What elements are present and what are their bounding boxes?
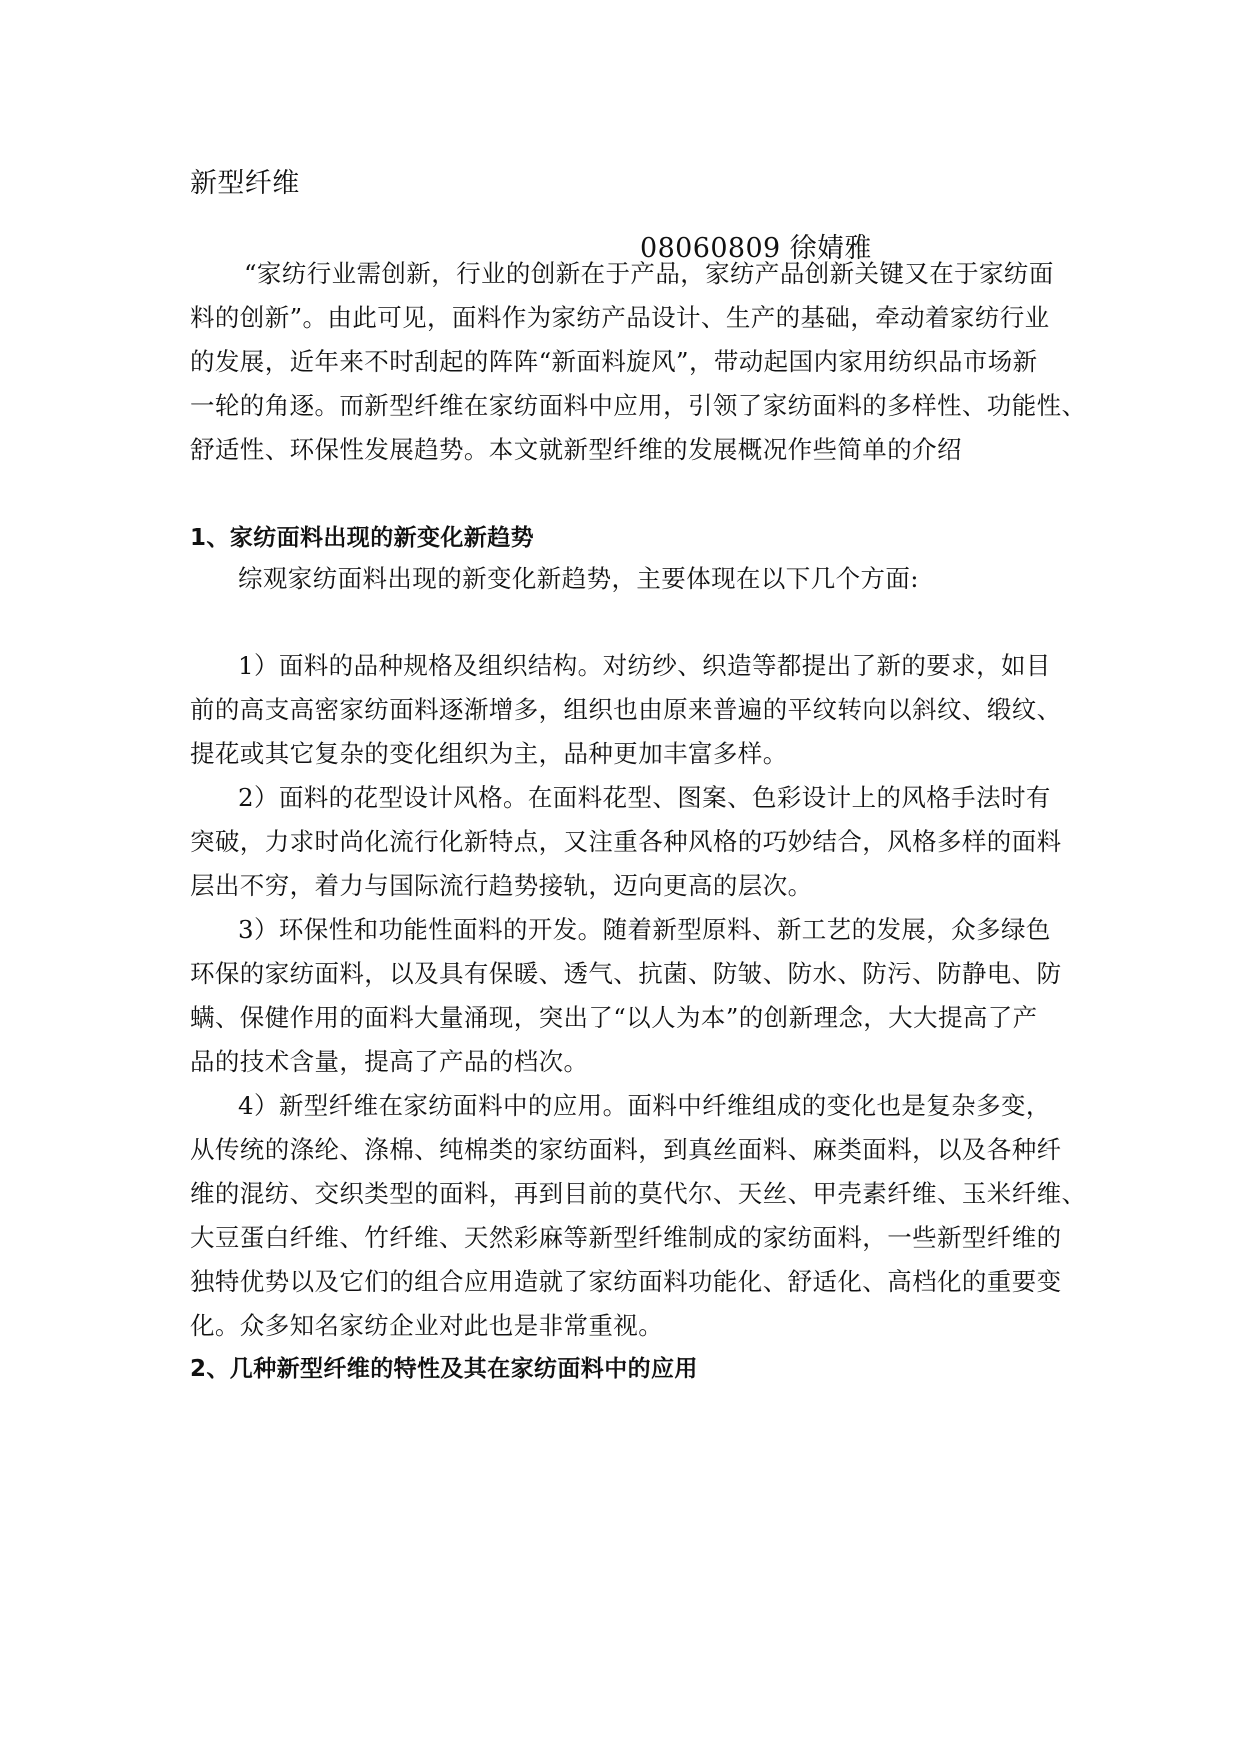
paragraph-3-line: 环保的家纺面料，以及具有保暖、透气、抗菌、防皱、防水、防污、防静电、防 [190,959,1062,988]
paragraph-4-line: 从传统的涤纶、涤棉、纯棉类的家纺面料，到真丝面料、麻类面料，以及各种纤 [190,1135,1062,1164]
section-2-heading: 2、几种新型纤维的特性及其在家纺面料中的应用 [190,1356,698,1382]
paragraph-1-line: 提花或其它复杂的变化组织为主，品种更加丰富多样。 [190,739,788,768]
paragraph-4-line: 4）新型纤维在家纺面料中的应用。面料中纤维组成的变化也是复杂多变， [238,1091,1051,1120]
paragraph-4-line: 维的混纺、交织类型的面料，再到目前的莫代尔、天丝、甲壳素纤维、玉米纤维、 [190,1179,1087,1208]
section-1-heading: 1、家纺面料出现的新变化新趋势 [190,525,535,551]
document-title: 新型纤维 [190,168,300,199]
paragraph-3-line: 品的技术含量，提高了产品的档次。 [190,1047,589,1076]
intro-line: “家纺行业需创新，行业的创新在于产品，家纺产品创新关键又在于家纺面 [244,259,1054,288]
paragraph-4-line: 化。众多知名家纺企业对此也是非常重视。 [190,1311,664,1340]
paragraph-2-line: 层出不穷，着力与国际流行趋势接轨，迈向更高的层次。 [190,871,813,900]
paragraph-1-line: 1）面料的品种规格及组织结构。对纺纱、织造等都提出了新的要求，如目 [238,651,1051,680]
paragraph-3-line: 3）环保性和功能性面料的开发。随着新型原料、新工艺的发展，众多绿色 [238,915,1051,944]
author-line: 08060809 徐婧雅 [640,233,872,264]
section-1-lead: 综观家纺面料出现的新变化新趋势，主要体现在以下几个方面: [238,564,919,593]
intro-line: 一轮的角逐。而新型纤维在家纺面料中应用，引领了家纺面料的多样性、功能性、 [190,391,1087,420]
paragraph-4-line: 大豆蛋白纤维、竹纤维、天然彩麻等新型纤维制成的家纺面料，一些新型纤维的 [190,1223,1062,1252]
intro-line: 料的创新”。由此可见，面料作为家纺产品设计、生产的基础，牵动着家纺行业 [190,303,1050,332]
paragraph-2-line: 2）面料的花型设计风格。在面料花型、图案、色彩设计上的风格手法时有 [238,783,1051,812]
paragraph-3-line: 螨、保健作用的面料大量涌现，突出了“以人为本”的创新理念，大大提高了产 [190,1003,1038,1032]
paragraph-4-line: 独特优势以及它们的组合应用造就了家纺面料功能化、舒适化、高档化的重要变 [190,1267,1062,1296]
paragraph-1-line: 前的高支高密家纺面料逐渐增多，组织也由原来普遍的平纹转向以斜纹、缎纹、 [190,695,1062,724]
intro-line: 舒适性、环保性发展趋势。本文就新型纤维的发展概况作些简单的介绍 [190,435,962,464]
intro-line: 的发展，近年来不时刮起的阵阵“新面料旋风”，带动起国内家用纺织品市场新 [190,347,1038,376]
paragraph-2-line: 突破，力求时尚化流行化新特点，又注重各种风格的巧妙结合，风格多样的面料 [190,827,1062,856]
